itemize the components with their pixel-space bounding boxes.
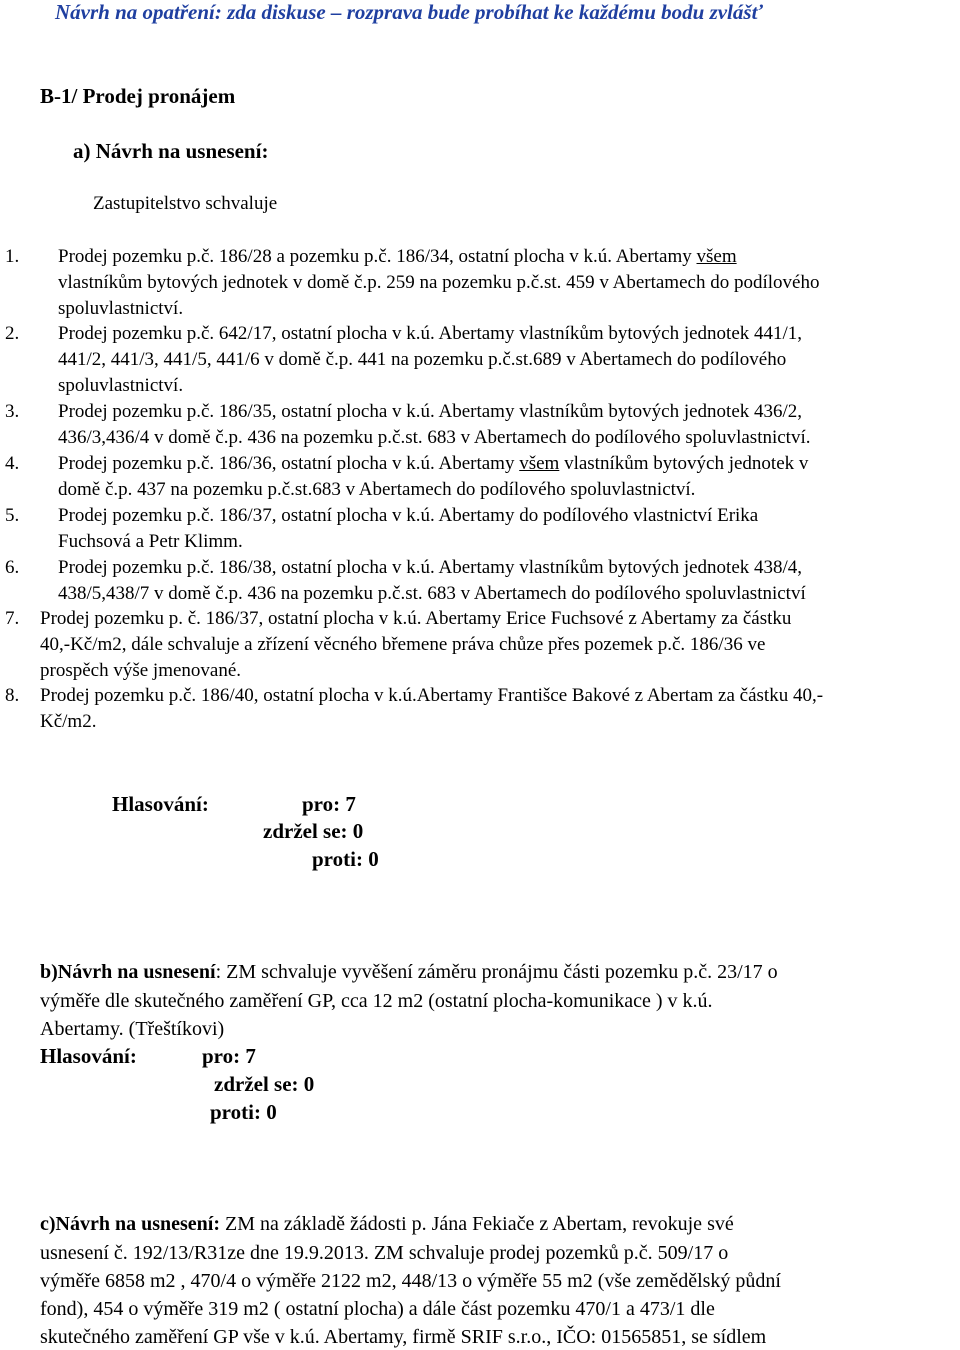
vote2-against: proti: 0 <box>210 1100 277 1124</box>
proposal-c-line3: výměře 6858 m2 , 470/4 o výměře 2122 m2, 448/13 o výměře 55 m2 (vše zemědělský půdní <box>40 1270 781 1292</box>
vote-pro: pro: 7 <box>302 792 356 816</box>
item-line: Prodej pozemku p.č. 642/17, ostatní plocha v k.ú. Abertamy vlastníkům bytových jednotek 441/1, <box>58 323 803 344</box>
item-line: Prodej pozemku p.č. 186/40, ostatní plocha v k.ú.Abertamy Františce Bakové z Abertam za částku 40,- <box>40 685 824 706</box>
item-line: 436/3,436/4 v domě č.p. 436 na pozemku p.č.st. 683 v Abertamech do podílového spoluvlastnictví. <box>58 427 811 448</box>
item-line: domě č.p. 437 na pozemku p.č.st.683 v Abertamech do podílového spoluvlastnictví. <box>58 479 696 500</box>
item-line: Prodej pozemku p.č. 186/37, ostatní plocha v k.ú. Abertamy do podílového vlastnictví Erika <box>58 505 759 526</box>
proposal-c-line1: ZM na základě žádosti p. Jána Fekiače z Abertam, revokuje své <box>220 1213 734 1235</box>
item-line: Prodej pozemku p. č. 186/37, ostatní plocha v k.ú. Abertamy Erice Fuchsové z Abertamy za částku <box>40 608 792 629</box>
item-number: 3. <box>5 401 20 422</box>
proposal-c-line2: usnesení č. 192/13/R31ze dne 19.9.2013. ZM schvaluje prodej pozemků p.č. 509/17 o <box>40 1242 729 1264</box>
item-number: 5. <box>5 505 20 526</box>
vote-against: proti: 0 <box>312 847 379 871</box>
item-line: spoluvlastnictví. <box>58 375 184 396</box>
proposal-c-prefix: c) <box>40 1213 56 1235</box>
proposal-c <box>40 1211 734 1237</box>
section-title: B-1/ Prodej pronájem <box>40 84 236 108</box>
item-number: 1. <box>5 246 20 267</box>
item-line: Prodej pozemku p.č. 186/36, ostatní plocha v k.ú. Abertamy všem vlastníkům bytových jednotek v <box>58 453 809 474</box>
item-line: 40,-Kč/m2, dále schvaluje a zřízení věcného břemene práva chůze přes pozemek p.č. 186/36 ve <box>40 634 766 655</box>
item-line: prospěch výše jmenované. <box>40 660 242 681</box>
resolution-proposal-a: a) Návrh na usnesení: <box>73 139 269 163</box>
item-number: 6. <box>5 557 20 578</box>
item-line: spoluvlastnictví. <box>58 298 184 319</box>
vote2-abstain: zdržel se: 0 <box>214 1072 315 1096</box>
proposal-c-title: Návrh na usnesení: <box>55 1213 221 1235</box>
vote2-label: Hlasování: <box>40 1044 137 1068</box>
item-number: 4. <box>5 453 20 474</box>
item-number: 8. <box>5 685 20 706</box>
item-line: Fuchsová a Petr Klimm. <box>58 531 243 552</box>
proposal-c-line4: fond), 454 o výměře 319 m2 ( ostatní plocha) a dále část pozemku 470/1 a 473/1 dle <box>40 1298 715 1320</box>
item-line: vlastníkům bytových jednotek v domě č.p. 259 na pozemku p.č.st. 459 v Abertamech do podílového <box>58 272 820 293</box>
item-line: Prodej pozemku p.č. 186/38, ostatní plocha v k.ú. Abertamy vlastníkům bytových jednotek 438/4, <box>58 557 803 578</box>
proposal-c-line5: skutečného zaměření GP vše v k.ú. Abertamy, firmě SRIF s.r.o., IČO: 01565851, se sídlem <box>40 1326 767 1348</box>
proposal-b-line1: : ZM schvaluje vyvěšení záměru pronájmu části pozemku p.č. 23/17 o <box>215 961 778 983</box>
item-line: 441/2, 441/3, 441/5, 441/6 v domě č.p. 441 na pozemku p.č.st.689 v Abertamech do podílového <box>58 349 787 370</box>
item-line: Prodej pozemku p.č. 186/28 a pozemku p.č. 186/34, ostatní plocha v k.ú. Abertamy všem <box>58 246 737 267</box>
proposal-b-prefix: b) <box>40 961 58 983</box>
proposal-b <box>40 959 778 985</box>
proposal-b-title: Návrh na usnesení <box>57 961 216 983</box>
page-header: Návrh na opatření: zda diskuse – rozprava bude probíhat ke každému bodu zvlášť <box>55 0 763 24</box>
proposal-b-line2: výměře dle skutečného zaměření GP, cca 12 m2 (ostatní plocha-komunikace ) v k.ú. <box>40 990 713 1012</box>
item-number: 7. <box>5 608 20 629</box>
vote2-pro: pro: 7 <box>202 1044 256 1068</box>
item-number: 2. <box>5 323 20 344</box>
item-line: Prodej pozemku p.č. 186/35, ostatní plocha v k.ú. Abertamy vlastníkům bytových jednotek 436/2, <box>58 401 803 422</box>
approves-text: Zastupitelstvo schvaluje <box>93 193 278 214</box>
item-line: 438/5,438/7 v domě č.p. 436 na pozemku p.č.st. 683 v Abertamech do podílového spoluvlastnictví <box>58 583 806 604</box>
proposal-b-line3: Abertamy. (Třeštíkovi) <box>40 1018 225 1040</box>
item-line: Kč/m2. <box>40 711 97 732</box>
vote-abstain: zdržel se: 0 <box>263 819 364 843</box>
vote-label: Hlasování: <box>112 792 209 816</box>
